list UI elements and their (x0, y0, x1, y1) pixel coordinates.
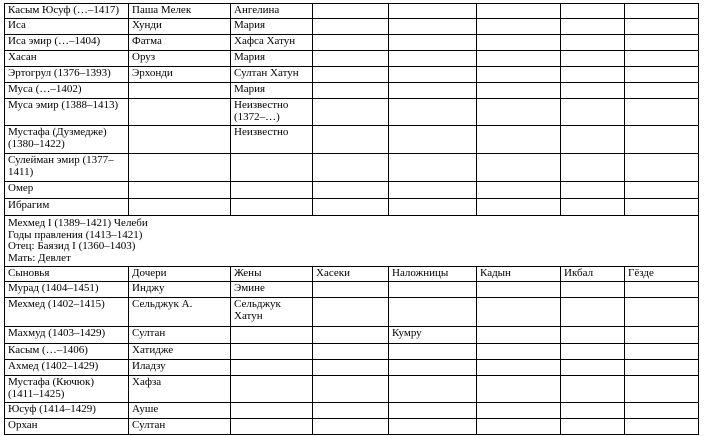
table-cell (625, 182, 699, 199)
table-row (5, 360, 699, 376)
table-cell: Сельджук Хатун (231, 298, 313, 327)
table-cell (389, 403, 477, 419)
column-header: Наложницы (389, 267, 477, 282)
table-cell (313, 83, 389, 99)
column-header: Кадын (477, 267, 561, 282)
table-cell: Ауше (129, 403, 231, 419)
table-cell: Орхан (5, 419, 129, 435)
table-cell (477, 51, 561, 67)
table-cell (313, 19, 389, 35)
table-cell: Фатма (129, 35, 231, 51)
table-cell (625, 4, 699, 19)
table-cell (477, 403, 561, 419)
table-cell (389, 19, 477, 35)
table-cell: Ангелина (231, 4, 313, 19)
table-cell (625, 154, 699, 182)
table-row (5, 83, 699, 99)
table-cell: Мустафа (Дузмедже) (1380–1422) (5, 126, 129, 154)
table-cell: Сельджук А. (129, 298, 231, 327)
column-header: Жены (231, 267, 313, 282)
table-cell (561, 298, 625, 327)
table-cell (129, 99, 231, 126)
table-cell (561, 67, 625, 83)
table-cell (313, 360, 389, 376)
table-cell (313, 344, 389, 360)
table-cell (389, 4, 477, 19)
table-row (5, 419, 699, 435)
column-header: Сыновья (5, 267, 129, 282)
table-cell (477, 344, 561, 360)
table-cell (477, 282, 561, 298)
ruler-mother: Мать: Девлет (8, 251, 71, 264)
table-cell (561, 83, 625, 99)
lower-table-body (5, 282, 699, 435)
table-cell (561, 419, 625, 435)
table-cell (561, 376, 625, 403)
table-cell (389, 51, 477, 67)
table-cell (231, 403, 313, 419)
table-cell: Мария (231, 51, 313, 67)
table-cell (231, 154, 313, 182)
table-cell (389, 344, 477, 360)
table-row (5, 403, 699, 419)
table-row (5, 67, 699, 83)
table-cell (231, 327, 313, 344)
table-cell: Хафза (129, 376, 231, 403)
table-cell (313, 182, 389, 199)
table-cell: Сулейман эмир (1377–1411) (5, 154, 129, 182)
table-cell (477, 19, 561, 35)
table-cell (625, 419, 699, 435)
table-cell (561, 182, 625, 199)
table-row (5, 35, 699, 51)
table-cell (561, 282, 625, 298)
table-cell (477, 126, 561, 154)
table-cell: Эмине (231, 282, 313, 298)
table-cell (477, 298, 561, 327)
table-cell: Неизвестно (231, 126, 313, 154)
table-cell: Неизвестно (1372–…) (231, 99, 313, 126)
table-row (5, 282, 699, 298)
table-cell (625, 99, 699, 126)
table-cell: Муса эмир (1388–1413) (5, 99, 129, 126)
table-cell (561, 403, 625, 419)
table-cell (561, 154, 625, 182)
table-cell: Оруз (129, 51, 231, 67)
table-cell (625, 327, 699, 344)
table-cell (561, 51, 625, 67)
reign-years: Годы правления (1413–1421) (8, 228, 143, 241)
table-cell (389, 199, 477, 216)
table-cell (389, 182, 477, 199)
table-row (5, 344, 699, 360)
table-cell: Хасан (5, 51, 129, 67)
table-cell (477, 419, 561, 435)
table-cell (389, 126, 477, 154)
table-cell (625, 83, 699, 99)
ruler-name: Мехмед I (1389–1421) Челеби (8, 217, 148, 229)
table-cell: Иса (5, 19, 129, 35)
table-cell (389, 35, 477, 51)
table-row (5, 298, 699, 327)
table-row (5, 182, 699, 199)
table-cell: Мария (231, 83, 313, 99)
table-cell (561, 99, 625, 126)
table-cell (477, 199, 561, 216)
table-cell (231, 376, 313, 403)
table-cell: Хафса Хатун (231, 35, 313, 51)
table-row (5, 376, 699, 403)
table-cell (477, 360, 561, 376)
table-cell (561, 4, 625, 19)
table-cell (625, 19, 699, 35)
table-cell (129, 154, 231, 182)
table-cell: Ахмед (1402–1429) (5, 360, 129, 376)
table-cell (477, 327, 561, 344)
table-cell (625, 199, 699, 216)
table-row (5, 19, 699, 35)
table-cell: Махмуд (1403–1429) (5, 327, 129, 344)
table-cell (389, 154, 477, 182)
table-cell: Хатидже (129, 344, 231, 360)
table-cell (625, 376, 699, 403)
table-cell: Эртогрул (1376–1393) (5, 67, 129, 83)
table-row (5, 199, 699, 216)
table-cell (313, 67, 389, 83)
table-cell (313, 126, 389, 154)
table-cell: Мустафа (Кючюк) (1411–1425) (5, 376, 129, 403)
table-row (5, 154, 699, 182)
table-cell (625, 67, 699, 83)
header-row (5, 267, 699, 282)
ruler-info-row (5, 216, 699, 267)
ruler-info-cell (5, 216, 699, 267)
table-cell (625, 51, 699, 67)
column-header: Икбал (561, 267, 625, 282)
table-cell (389, 99, 477, 126)
table-cell (625, 126, 699, 154)
table-cell (389, 67, 477, 83)
table-cell (477, 35, 561, 51)
table-row (5, 4, 699, 19)
ruler-father: Отец: Баязид I (1360–1403) (8, 240, 136, 252)
table-cell: Султан (129, 419, 231, 435)
table-cell (313, 282, 389, 298)
table-cell (477, 182, 561, 199)
column-header: Хасеки (313, 267, 389, 282)
table-cell (389, 376, 477, 403)
genealogy-sheet (4, 3, 699, 435)
table-cell (389, 282, 477, 298)
table-cell (129, 182, 231, 199)
table-cell: Касым (…–1406) (5, 344, 129, 360)
table-cell: Иладзу (129, 360, 231, 376)
table-cell (313, 4, 389, 19)
table-cell (313, 199, 389, 216)
ruler-info-block (5, 216, 699, 267)
table-cell (389, 298, 477, 327)
table-cell (625, 35, 699, 51)
genealogy-table (4, 3, 699, 435)
table-cell (313, 327, 389, 344)
table-cell (561, 199, 625, 216)
column-header: Гёзде (625, 267, 699, 282)
table-cell (129, 199, 231, 216)
table-cell (313, 403, 389, 419)
table-cell (625, 344, 699, 360)
table-cell: Юсуф (1414–1429) (5, 403, 129, 419)
table-cell: Мурад (1404–1451) (5, 282, 129, 298)
table-cell: Инджу (129, 282, 231, 298)
table-cell (389, 83, 477, 99)
table-cell: Касым Юсуф (…–1417) (5, 4, 129, 19)
table-cell (129, 83, 231, 99)
table-cell (477, 376, 561, 403)
table-cell (477, 67, 561, 83)
table-cell: Паша Мелек (129, 4, 231, 19)
table-cell (231, 360, 313, 376)
table-cell (389, 360, 477, 376)
table-cell (561, 327, 625, 344)
table-cell (129, 126, 231, 154)
table-cell (625, 282, 699, 298)
table-cell (561, 35, 625, 51)
table-cell: Омер (5, 182, 129, 199)
table-row (5, 51, 699, 67)
table-cell: Мария (231, 19, 313, 35)
table-cell (625, 360, 699, 376)
table-cell (231, 419, 313, 435)
table-row (5, 99, 699, 126)
table-cell (477, 83, 561, 99)
table-cell (313, 298, 389, 327)
table-cell: Мехмед (1402–1415) (5, 298, 129, 327)
table-cell: Иса эмир (…–1404) (5, 35, 129, 51)
table-cell (313, 99, 389, 126)
column-header: Дочери (129, 267, 231, 282)
table-cell (625, 403, 699, 419)
table-cell (625, 298, 699, 327)
table-cell: Кумру (389, 327, 477, 344)
table-cell: Хунди (129, 19, 231, 35)
table-cell (561, 344, 625, 360)
table-cell (313, 154, 389, 182)
table-cell (313, 419, 389, 435)
table-cell (561, 360, 625, 376)
table-cell (389, 419, 477, 435)
table-cell: Муса (…–1402) (5, 83, 129, 99)
table-cell (561, 19, 625, 35)
table-cell (313, 376, 389, 403)
table-cell (561, 126, 625, 154)
table-cell (231, 344, 313, 360)
table-cell (231, 199, 313, 216)
table-cell (477, 4, 561, 19)
table-row (5, 126, 699, 154)
table-cell (477, 154, 561, 182)
table-cell (313, 51, 389, 67)
table-cell (477, 99, 561, 126)
family-header (5, 267, 699, 282)
table-cell: Султан (129, 327, 231, 344)
table-cell (231, 182, 313, 199)
upper-table-body (5, 4, 699, 216)
table-cell: Султан Хатун (231, 67, 313, 83)
table-row (5, 327, 699, 344)
table-cell (313, 35, 389, 51)
table-cell: Ибрагим (5, 199, 129, 216)
table-cell: Эрхонди (129, 67, 231, 83)
